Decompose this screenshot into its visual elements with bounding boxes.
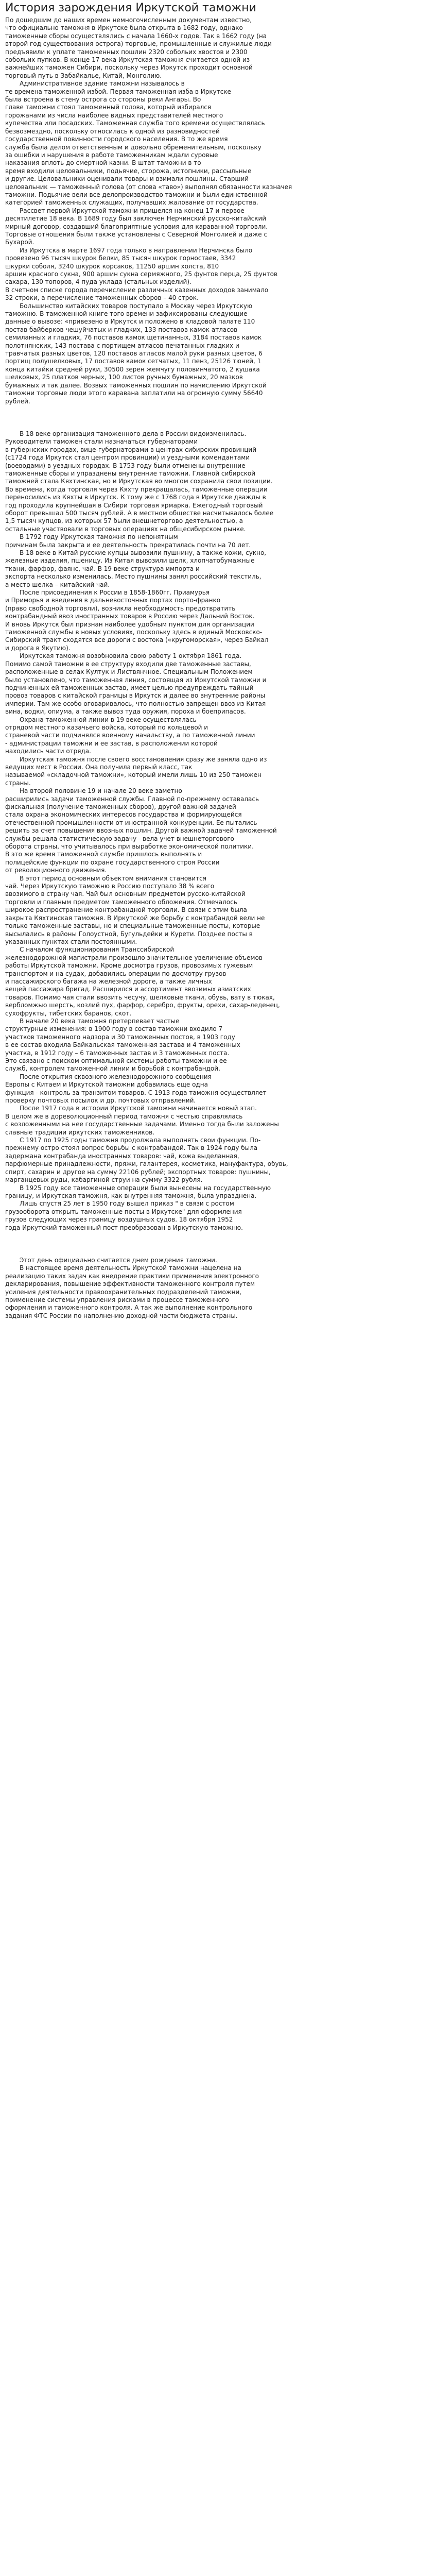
paragraph-intro: По дошедшим до наших времен немногочисленным документам известно, что официально таможня в Иркутске была открыта в 1682 году, однако таможенные сборы осуществлялись с начала 1660-х годов. Так в 1662 году (на второй год существования острога) торговые, промышленные и служилые люди предъявили к уплате таможенных пошлин 2320 собольих хвостов и 2300 собольих пупков. В конце 17 века Иркутская таможня считается одной из важнейших таможен Сибири, поскольку через Иркутск проходит основной торговый путь в Забайкалье, Китай, Монголию. xyxy=(5,16,272,79)
paragraph-trade-18th: В 18 веке в Китай русские купцы вывозили пушнину, а также кожи, сукно, железные изделия, пшеницу. Из Китая вывозили шелк, хлопчатобумажные ткани, фарфор, фаянс, чай. В 19 веке структура импорта и экспорта несколько изменилась. Место пушнины занял российский текстиль, а место шелка – китайский чай. xyxy=(5,549,267,588)
page-title: История зарождения Иркутской таможни xyxy=(5,2,256,14)
paragraph-1925: В 1925 году все таможенные операции были вынесены на государственную границу, и Иркутская таможня, как внутренняя таможня, была упразднена. xyxy=(5,1184,271,1199)
paragraph-18th-century: В 18 веке организация таможенного дела в России видоизменилась. Руководители таможен стали назначаться губернаторами в губернских городах, вице-губернаторами в центрах сибирских провинций (с1724 года Иркутск стал центром провинции) и уездными комендантами (воеводами) в уездных городах. В 1753 году были отменены внутренние таможенные сборы и упразднены внутренние таможни. Главной сибирской таможней стала Кяхтинская, но и Иркутская во многом сохранила свои позиции. Во времена, когда торговля через Кяхту прекращалась, таможенные операции переносились из Кяхты в Иркутск. К тому же с 1768 года в Иркутске дважды в год проходила крупнейшая в Сибири торговая ярмарка. Ежегодный торговый оборот превышал 500 тысяч рублей. А в местном обществе насчитывалось более 1,5 тысяч купцов, из которых 57 были внешнеторгово деятельностью, а остальные участвовали в торговых операциях на общесибирском рынке. xyxy=(5,430,274,533)
paragraph-1861: Иркутская таможня возобновила свою работу 1 октября 1861 года. Помимо самой таможни в ее структуру входили две таможенные заставы, расположенные в селах Култук и Листвянчное. Специальным Положением было установлено, что таможенная линия, состоящая из Иркутской таможни и подчиненных ей таможенных застав, имеет целью предупреждать тайный провоз товаров с китайской границы в Иркутск и далее во внутренние районы империи. Там же особо оговаривалось, что полностью запрещен ввоз из Китая вина, водки, опиума, а также вывоз туда оружия, пороха и боеприпасов. xyxy=(5,652,267,716)
document-page xyxy=(5,0,431,1320)
paragraph-after-1917: После 1917 года в истории Иркутской таможни начинается новый этап. В целом же в дореволюционный период таможня с честью справлялась с возложенными на нее государственные задачами. Именно тогда были заложены славные традиции иркутских таможенников. xyxy=(5,1105,279,1136)
paragraph-flourishing: Рассвет первой Иркутской таможни пришелся на конец 17 и первое десятилетие 18 века. В 1689 году был заключен Нерчинский русско-китайский мирный договор, создавший благоприятные условия для караванной торговли. Торговые отношения были также установлены с Северной Монголией и даже с Бухарой. xyxy=(5,207,268,246)
paragraph-birthday: Этот день официально считается днем рождения таможни. xyxy=(20,1256,217,1264)
paragraph-chinese-goods: Большинство китайских товаров поступало в Москву через Иркутскую таможню. В таможенной книге того времени зафиксированы следующие данные о вывозе: «привезено в Иркутск и положено в кладовой палате 110 постав байберков чешуйчатых и гладких, 133 поставов камок атласов семиланных и гладких, 76 поставов камок щетинанных, 3184 поставов камок полотнянских, 143 постава с портищем атласов печатанных гладких и травчатых разных цветов, 120 поставов атласов малой руки разных цветов, 6 портищ полушелковых, 17 поставов камок сетчатых, 11 пенз, 25126 тюней, 1 конца китайки средней руки, 30500 зерен жемчугу половинчатого, 2 кушака шелковых, 25 платков черных, 100 листов ручных бумажных, 20 мазков бумажных и так далее. Возвых таможенных пошлин по начислению Иркутской таможни торговые люди этого каравана заплатили на огромную сумму 56640 рублей. xyxy=(5,302,267,405)
paragraph-transsib: С началом функционирования Транссибирской железнодорожной магистрали произошло значительное увеличение объемов работы Иркутской таможни. Кроме досмотра грузов, провозимых гужевым транспортом и на судах, добавились операции по досмотру грузов и пассажирского багажа на железной дороге, а также личных вещей пассажира бригад. Расширился и ассортимент ввозимых азиатских товаров. Помимо чая стали ввозить чесучу, шелковые ткани, обувь, вату в тюках, вербломжью шерсть, козлий пух, фарфор, серебро, фрукты, орехи, сахар-леденец, сухофрукты, тибетских баранов, скот. xyxy=(5,946,280,1017)
paragraph-tea: В этот период основным объектом внимания становится чай. Через Иркутскую таможню в Россию поступало 38 % всего ввозимого в страну чая. Чай был основным предметом русско-китайской торговли и главным предметом таможенного обложения. Отмечалось широкое распространение контрабандной торговли. В связи с этим была закрыта Кяхтинская таможня. В Иркутской же борьбу с контрабандой вели не только таможенные заставы, но и специальные таможенные посты, которые высылались в районы Голоустной, Бугульдейки и Курети. Позднее посты в указанных пунктах стали постоянными. xyxy=(5,874,265,945)
paragraph-20th-century: В начале 20 века таможня претерпевает частые структурные изменения: в 1900 году в состав таможни входило 7 участков таможенного надзора и 30 таможенных постов, в 1903 году в ее состав входила Байкальская таможенная застава и 4 таможенных участка, в 1912 году – 6 таможенных застав и 3 таможенных поста. Это связано с поиском оптимальной системы работы таможни и ее служб, контролем таможенной линии и борьбой с контрабандой. xyxy=(5,1017,240,1073)
paragraph-tasks: На второй половине 19 и начале 20 веке заметно расширились задачи таможенной службы. Главной по-прежнему оставалась фискальная (получение таможенных сборов), другой важной задачей стала охрана экономических интересов государства и формирующейся отечественной промышленности от иностранной конкуренции. Ее пытались решить за счет повышения ввозных пошлин. Другой важной задачей таможенной службы решала статистическую задачу - вела учет внешнеторгового оборота страны, что учитывалось при выработке экономической политики. В это же время таможенной службе пришлось выполнять и полицейские функции по охране государственного строя России от революционного движения. xyxy=(5,787,277,874)
paragraph-march-1697: Из Иркутска в марте 1697 года только в направлении Нерчинска было провезено 96 тысяч шкурок белки, 85 тысяч шкурок горностаев, 3342 шкурки соболя, 3240 шкурок корсаков, 11250 аршин холста, 810 аршин красного сукна, 900 аршин сукна сермяжного, 25 фунтов перца, 25 фунтов сахара, 130 топоров, 4 пуда уклада (стальных изделий). В счетном списке города перечисление различных казенных доходов занимало 32 строки, а перечисление таможенных сборов – 40 строк. xyxy=(5,246,278,302)
paragraph-protection: Охрана таможенной линии в 19 веке осуществлялась отрядом местного казачьего войска, который по кольцевой и страневой части подчинялся военному начальству, а по таможенной линии - администрации таможни и ее застав, в расположении которой находились части отряда. xyxy=(5,716,255,755)
paragraph-annexation: После присоединения к России в 1858-1860гг. Приамурья и Приморья и введения в дальневосточных портах порто-франко (право свободной торговли), возникла необходимость предотвратить контрабандный ввоз иностранных товаров в Россию через Дальний Восток. И вновь Иркутск был признан наиболее удобным пунктом для организации таможенной службы в новых условиях, поскольку здесь в единый Московско- Сибирский тракт сходятся все дороги с востока («кругоморская», через Байкал и дорога в Якутию). xyxy=(5,589,269,652)
paragraph-first-class: Иркутская таможня после своего восстановления сразу же заняла одно из ведущих мест в России. Она получила первый класс, так называемой «складочной таможни», который имели лишь 10 из 250 таможен страны. xyxy=(5,755,267,787)
paragraph-1792: В 1792 году Иркутская таможня по непонятным причинам была закрыта и ее деятельность прекратилась почти на 70 лет. xyxy=(5,533,251,549)
paragraph-1950: Лишь спустя 25 лет в 1950 году вышел приказ " в связи с ростом грузооборота открыть таможенные посты в Иркутске" для оформления грузов следующих через границу воздушных судов. 18 октября 1952 года Иркутский таможенный пост преобразован в Иркутскую таможню. xyxy=(5,1200,243,1231)
paragraph-present: В настоящее время деятельность Иркутской таможни нацелена на реализацию таких задач как внедрение практики применения электронного декларирования, повышение эффективности таможенного контроля путем усиления деятельности правоохранительных подразделений таможни, применение системы управления рисками в процессе таможенного оформления и таможенного контроля. А так же выполнение контрольного задания ФТС России по наполнению доходной части бюджета страны. xyxy=(5,1264,259,1319)
paragraph-transit: После открытия сквозного железнодорожного сообщения Европы с Китаем и Иркутской таможни добавилась еще одна функция - контроль за транзитом товаров. С 1913 года таможня осуществляет проверку почтовых посылок и др. почтовых отправлений. xyxy=(5,1073,267,1105)
paragraph-customs-hut: Административное здание таможни называлось в те времена таможенной избой. Первая таможенная изба в Иркутске была встроена в стену острога со стороны реки Ангары. Во главе таможни стоял таможенный голова, который избирался горожанами из числа наиболее видных представителей местного купечества или посадских. Таможенная служба того времени осуществлялась безвозмездно, поскольку относилась к одной из разновидностей государственной повинности городского населения. В то же время служба была делом ответственным и довольно обременительным, поскольку за ошибки и нарушения в работе таможенникам ждали суровые наказания вплоть до смертной казни. В штат таможни в то время входили целовальники, подьячие, сторожа, истопники, рассыльные и другие. Целовальники оценивали товары и взимали пошлины. Старший целовальник — таможенный голова (от слова «таво») выполнял обязанности казначея таможни. Подьячие вели все делопроизводство таможни и были единственной категорией таможенных служащих, получавших жалование от государства. xyxy=(5,80,292,207)
paragraph-1917-1925: С 1917 по 1925 годы таможня продолжала выполнять свои функции. По- прежнему остро стоял вопрос борьбы с контрабандой. Так в 1924 году была задержана контрабанда иностранных товаров: чай, кожа выделанная, парфюмерные принадлежности, пряжи, галантерея, косметика, мануфактура, обувь, спирт, сахарин и другое на сумму 22106 рублей; экспортных товаров: пушнины, марганцевых руды, кабаргиной струи на сумму 3322 рубля. xyxy=(5,1137,288,1184)
